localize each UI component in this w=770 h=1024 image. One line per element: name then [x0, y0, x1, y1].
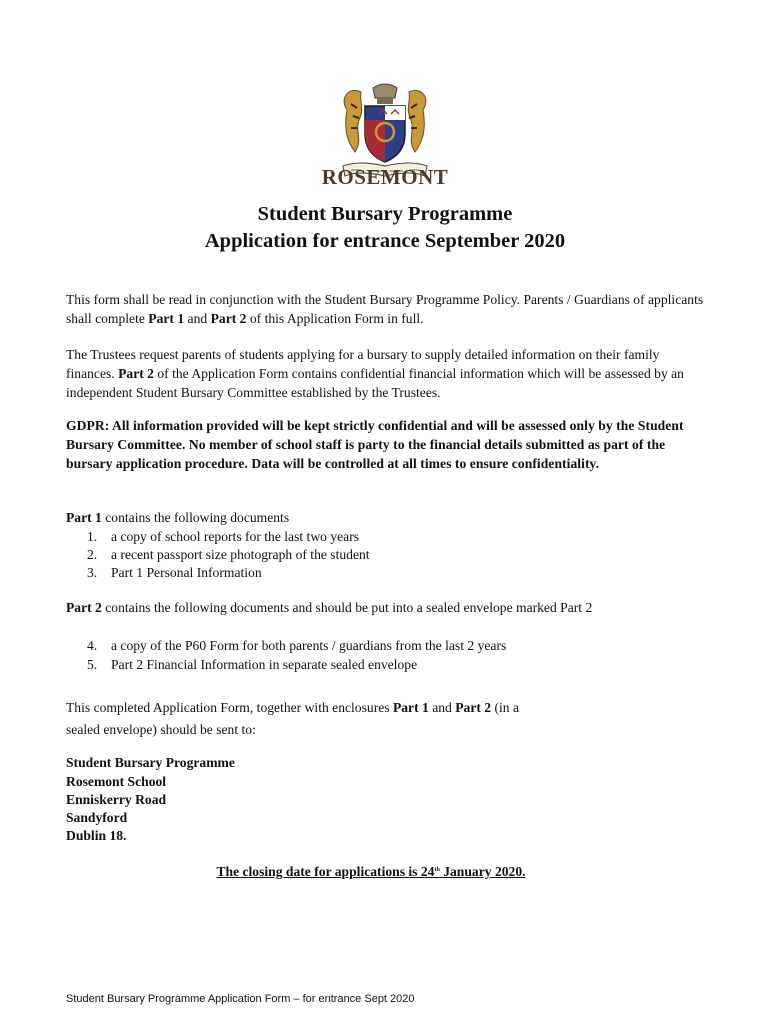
send-instructions-line-1: This completed Application Form, together with enclosures Part 1 and Part 2 (in a: [66, 700, 520, 715]
gdpr-notice: GDPR: All information provided will be kept strictly confidential and will be assessed only by the Student Bursary Committee. No member of school staff is party to the financial details submitted as part of the bursary application procedure. Data will be controlled at all times to ensure confidentiality.: [66, 418, 684, 471]
address-line: Sandyford: [66, 810, 128, 825]
part2-heading: Part 2 contains the following documents and should be put into a sealed envelope marked Part 2: [66, 600, 593, 615]
intro-paragraph-1: This form shall be read in conjunction with the Student Bursary Programme Policy. Parents / Guardians of applicants shall complete Part 1 and Part 2 of this Application Form in full.: [66, 292, 704, 326]
list-item: 4. a copy of the P60 Form for both parents / guardians from the last 2 years: [87, 638, 507, 653]
list-item: 5. Part 2 Financial Information in separate sealed envelope: [87, 657, 418, 672]
list-item: 3. Part 1 Personal Information: [87, 565, 262, 580]
school-name-wordmark: ROSEMONT: [321, 165, 449, 189]
page-subtitle: Application for entrance September 2020: [204, 230, 566, 252]
address-line: Dublin 18.: [66, 828, 127, 843]
address-line: Enniskerry Road: [66, 792, 167, 807]
page-title: Student Bursary Programme: [257, 203, 513, 225]
page-footer: Student Bursary Programme Application Form – for entrance Sept 2020: [66, 993, 415, 1005]
part1-heading: Part 1 contains the following documents: [66, 510, 290, 525]
address-line: Rosemont School: [66, 774, 167, 789]
closing-date-notice: The closing date for applications is 24th January 2020.: [216, 864, 526, 879]
intro-paragraph-2: The Trustees request parents of students applying for a bursary to supply detailed information on their family finances. Part 2 of the Application Form contains confidential financial information which will be assessed by an independent Student Bursary Committee established by the Trustees.: [66, 347, 684, 400]
list-item: 1. a copy of school reports for the last two years: [87, 529, 360, 544]
address-line: Student Bursary Programme: [66, 755, 235, 770]
list-item: 2. a recent passport size photograph of the student: [87, 547, 370, 562]
send-instructions-line-2: sealed envelope) should be sent to:: [66, 722, 256, 737]
